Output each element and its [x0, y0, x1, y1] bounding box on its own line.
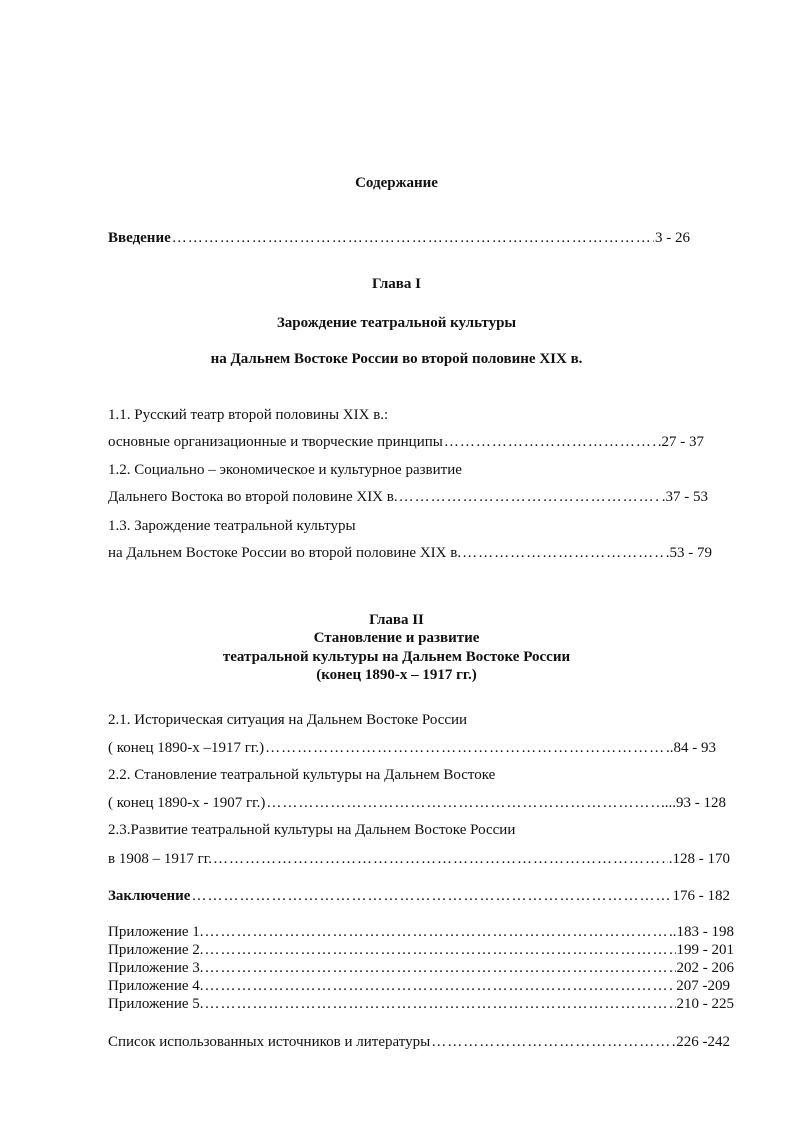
leader-dots: [191, 888, 671, 905]
toc-entry-label: Приложение 4.: [108, 978, 204, 994]
chapter1-title-line1: Зарождение театральной культуры: [276, 315, 517, 331]
leader-dots: [213, 851, 668, 868]
toc-entry-pages: ...93 - 128: [664, 795, 726, 811]
toc-entry-pages: .27 - 37: [657, 434, 704, 450]
leader-dots: [431, 1034, 675, 1051]
toc-entry-intro: [108, 230, 690, 247]
toc-item-2-1-line1: 2.1. Историческая ситуация на Дальнем Востоке России: [108, 712, 468, 728]
toc-item-1-3: [108, 545, 712, 562]
toc-item-1-2-line1: 1.2. Социально – экономическое и культурное развитие: [108, 462, 462, 478]
toc-item-2-3: [108, 851, 730, 868]
toc-entry-pages: 3 - 26: [655, 230, 690, 246]
toc-entry-appendix-2: [108, 942, 734, 959]
toc-entry-appendix-5: [108, 996, 734, 1013]
toc-entry-label: Список использованных источников и литературы: [108, 1034, 431, 1050]
page-title: Содержание: [355, 175, 438, 191]
leader-dots: [172, 230, 654, 247]
toc-entry-pages: 199 - 201: [676, 942, 734, 958]
leader-dots: [265, 740, 665, 757]
toc-entry-sources: [108, 1034, 730, 1051]
leader-dots: [462, 545, 665, 562]
toc-entry-label: ( конец 1890-х - 1907 гг.): [108, 795, 266, 811]
toc-entry-label: Заключение: [108, 888, 191, 904]
chapter2-title-line3: (конец 1890-х – 1917 гг.): [316, 667, 477, 683]
toc-entry-pages: 207 -209: [676, 978, 730, 994]
leader-dots: [444, 434, 657, 451]
leader-dots: [205, 924, 668, 941]
toc-entry-conclusion: [108, 888, 730, 905]
toc-entry-label: в 1908 – 1917 гг.: [108, 851, 212, 867]
toc-entry-appendix-4: [108, 978, 730, 995]
leader-dots: [205, 960, 676, 977]
leader-dots: [399, 489, 661, 506]
toc-item-1-3-line1: 1.3. Зарождение театральной культуры: [108, 518, 356, 534]
toc-entry-label: Приложение 3.: [108, 960, 204, 976]
toc-entry-pages: ..183 - 198: [669, 924, 734, 940]
toc-entry-pages: .53 - 79: [665, 545, 712, 561]
leader-dots: [266, 795, 663, 812]
toc-entry-label: Приложение 2.: [108, 942, 204, 958]
toc-item-1-2: [108, 489, 708, 506]
leader-dots: [205, 942, 676, 959]
chapter1-title-line2: на Дальнем Востоке России во второй половине XIX в.: [210, 351, 583, 367]
toc-entry-label: ( конец 1890-х –1917 гг.): [108, 740, 265, 756]
toc-entry-pages: 226 -242: [676, 1034, 730, 1050]
leader-dots: [205, 978, 676, 995]
toc-entry-pages: 176 - 182: [672, 888, 730, 904]
toc-item-2-1: [108, 740, 716, 757]
toc-entry-appendix-3: [108, 960, 734, 977]
toc-entry-label: основные организационные и творческие принципы: [108, 434, 443, 450]
chapter1-heading: Глава I: [372, 276, 421, 292]
chapter2-title-line2: театральной культуры на Дальнем Востоке России: [222, 649, 571, 665]
toc-item-1-1-line1: 1.1. Русский театр второй половины XIX в.:: [108, 407, 389, 423]
toc-entry-pages: 210 - 225: [676, 996, 734, 1012]
leader-dots: [205, 996, 676, 1013]
toc-entry-pages: .128 - 170: [668, 851, 730, 867]
toc-entry-appendix-1: [108, 924, 734, 941]
toc-entry-label: на Дальнем Востоке России во второй половине XIX в.: [108, 545, 462, 561]
toc-entry-pages: ..84 - 93: [666, 740, 716, 756]
toc-entry-label: Приложение 5.: [108, 996, 204, 1012]
toc-entry-pages: .37 - 53: [661, 489, 708, 505]
toc-entry-label: Дальнего Востока во второй половине XIX в.: [108, 489, 398, 505]
toc-item-2-2: [108, 795, 726, 812]
toc-entry-label: Приложение 1.: [108, 924, 204, 940]
chapter2-heading: Глава II: [369, 612, 424, 628]
toc-item-2-3-line1: 2.3.Развитие театральной культуры на Дальнем Востоке России: [108, 822, 516, 838]
toc-entry-pages: 202 - 206: [676, 960, 734, 976]
toc-item-1-1: [108, 434, 704, 451]
toc-entry-label: Введение: [108, 230, 171, 246]
toc-item-2-2-line1: 2.2. Становление театральной культуры на Дальнем Востоке: [108, 767, 496, 783]
chapter2-title-line1: Становление и развитие: [313, 630, 480, 646]
